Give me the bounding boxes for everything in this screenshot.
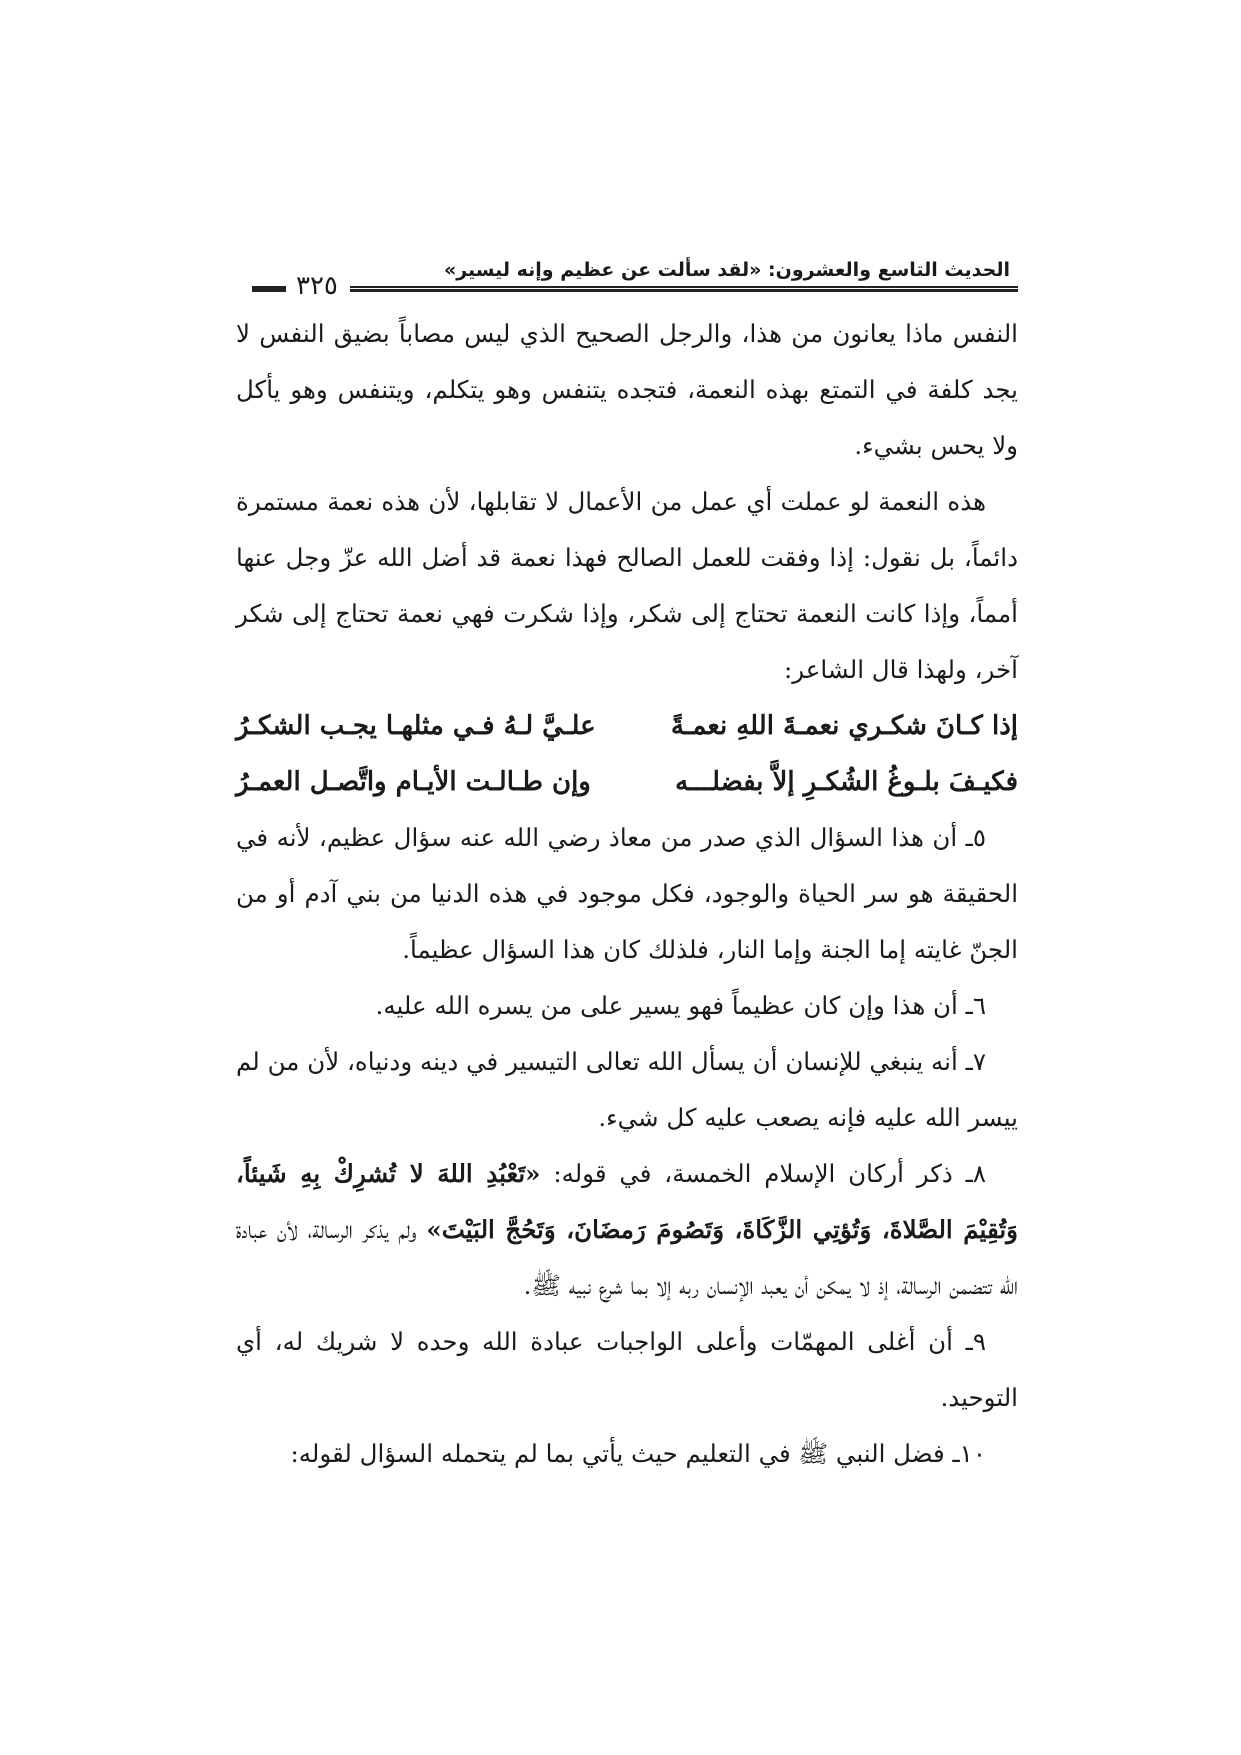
verse-2-first-hemistich: فكيـفَ بلـوغُ الشُكـرِ إلاَّ بفضلـــه — [675, 767, 1018, 797]
verse-line-2 — [236, 754, 1018, 810]
running-title: الحديث التاسع والعشرون: «لقد سألت عن عظيم وإنه ليسير» — [443, 259, 1010, 281]
verse-1-first-hemistich: إذا كـانَ شكـري نعمـةَ اللهِ نعمـةً — [670, 711, 1018, 741]
paragraph-2: هذه النعمة لو عملت أي عمل من الأعمال لا تقابلها، لأن هذه نعمة مستمرة دائماً، بل نقول: إذا وفقت للعمل الصالح فهذا نعمة قد أضل الله عزّ وجل عنها أمماً، وإذا كانت النعمة تحتاج إلى شكر، وإذا شكرت فهي نعمة تحتاج إلى شكر آخر، ولهذا قال الشاعر: — [236, 487, 1018, 684]
verse-line-1 — [236, 698, 1018, 754]
point-7: ٧ـ أنه ينبغي للإنسان أن يسأل الله تعالى التيسير في دينه ودنياه، لأن من لم ييسر الله عليه فإنه يصعب عليه كل شيء. — [236, 1047, 1018, 1132]
header-rule-end — [252, 286, 286, 292]
paragraph-1: النفس ماذا يعانون من هذا، والرجل الصحيح الذي ليس مصاباً بضيق النفس لا يجد كلفة في التمتع بهذه النعمة، فتجده يتنفس وهو يتكلم، ويتنفس وهو يأكل ولا يحس بشيء. — [236, 319, 1018, 460]
point-8 — [236, 1146, 1018, 1314]
hadith-quote: «تَعْبُدِ اللهَ لا تُشرِكْ بِهِ شَيئاً، وَتُقِيْمَ الصَّلاةَ، وَتُؤتِي الزَّكَاةَ، وَتَصُومَ رَمضَانَ، وَتَحُجَّ البَيْتَ» — [236, 1159, 1018, 1244]
point-6: ٦ـ أن هذا وإن كان عظيماً فهو يسير على من يسره الله عليه. — [375, 991, 986, 1020]
header-rule — [350, 286, 1018, 292]
page-header — [252, 258, 1018, 301]
page-number: ٣٢٥ — [290, 271, 344, 301]
page-body — [236, 306, 1018, 1482]
point-8-rest: ولم يذكر الرسالة، لأن عبادة الله تتضمن الرسالة، إذ لا يمكن أن يعبد الإنسان ربه إلا بما شرع نبيه ﷺ. — [236, 1215, 1018, 1300]
verse-2-second-hemistich: وإن طـالـت الأيـام واتَّصـل العمـرُ — [236, 767, 591, 797]
point-10: ١٠ـ فضل النبي ﷺ في التعليم حيث يأتي بما لم يتحمله السؤال لقوله: — [290, 1439, 986, 1468]
verse-1-second-hemistich: علـيَّ لـهُ فـي مثلهـا يجـب الشكـرُ — [236, 711, 596, 741]
point-5: ٥ـ أن هذا السؤال الذي صدر من معاذ رضي الله عنه سؤال عظيم، لأنه في الحقيقة هو سر الحياة والوجود، فكل موجود في هذه الدنيا من بني آدم أو من الجنّ غايته إما الجنة وإما النار، فلذلك كان هذا السؤال عظيماً. — [236, 823, 1018, 964]
point-9: ٩ـ أن أغلى المهمّات وأعلى الواجبات عبادة الله وحده لا شريك له، أي التوحيد. — [236, 1327, 1018, 1412]
point-8-intro: ٨ـ ذكر أركان الإسلام الخمسة، في قوله: — [553, 1159, 987, 1188]
